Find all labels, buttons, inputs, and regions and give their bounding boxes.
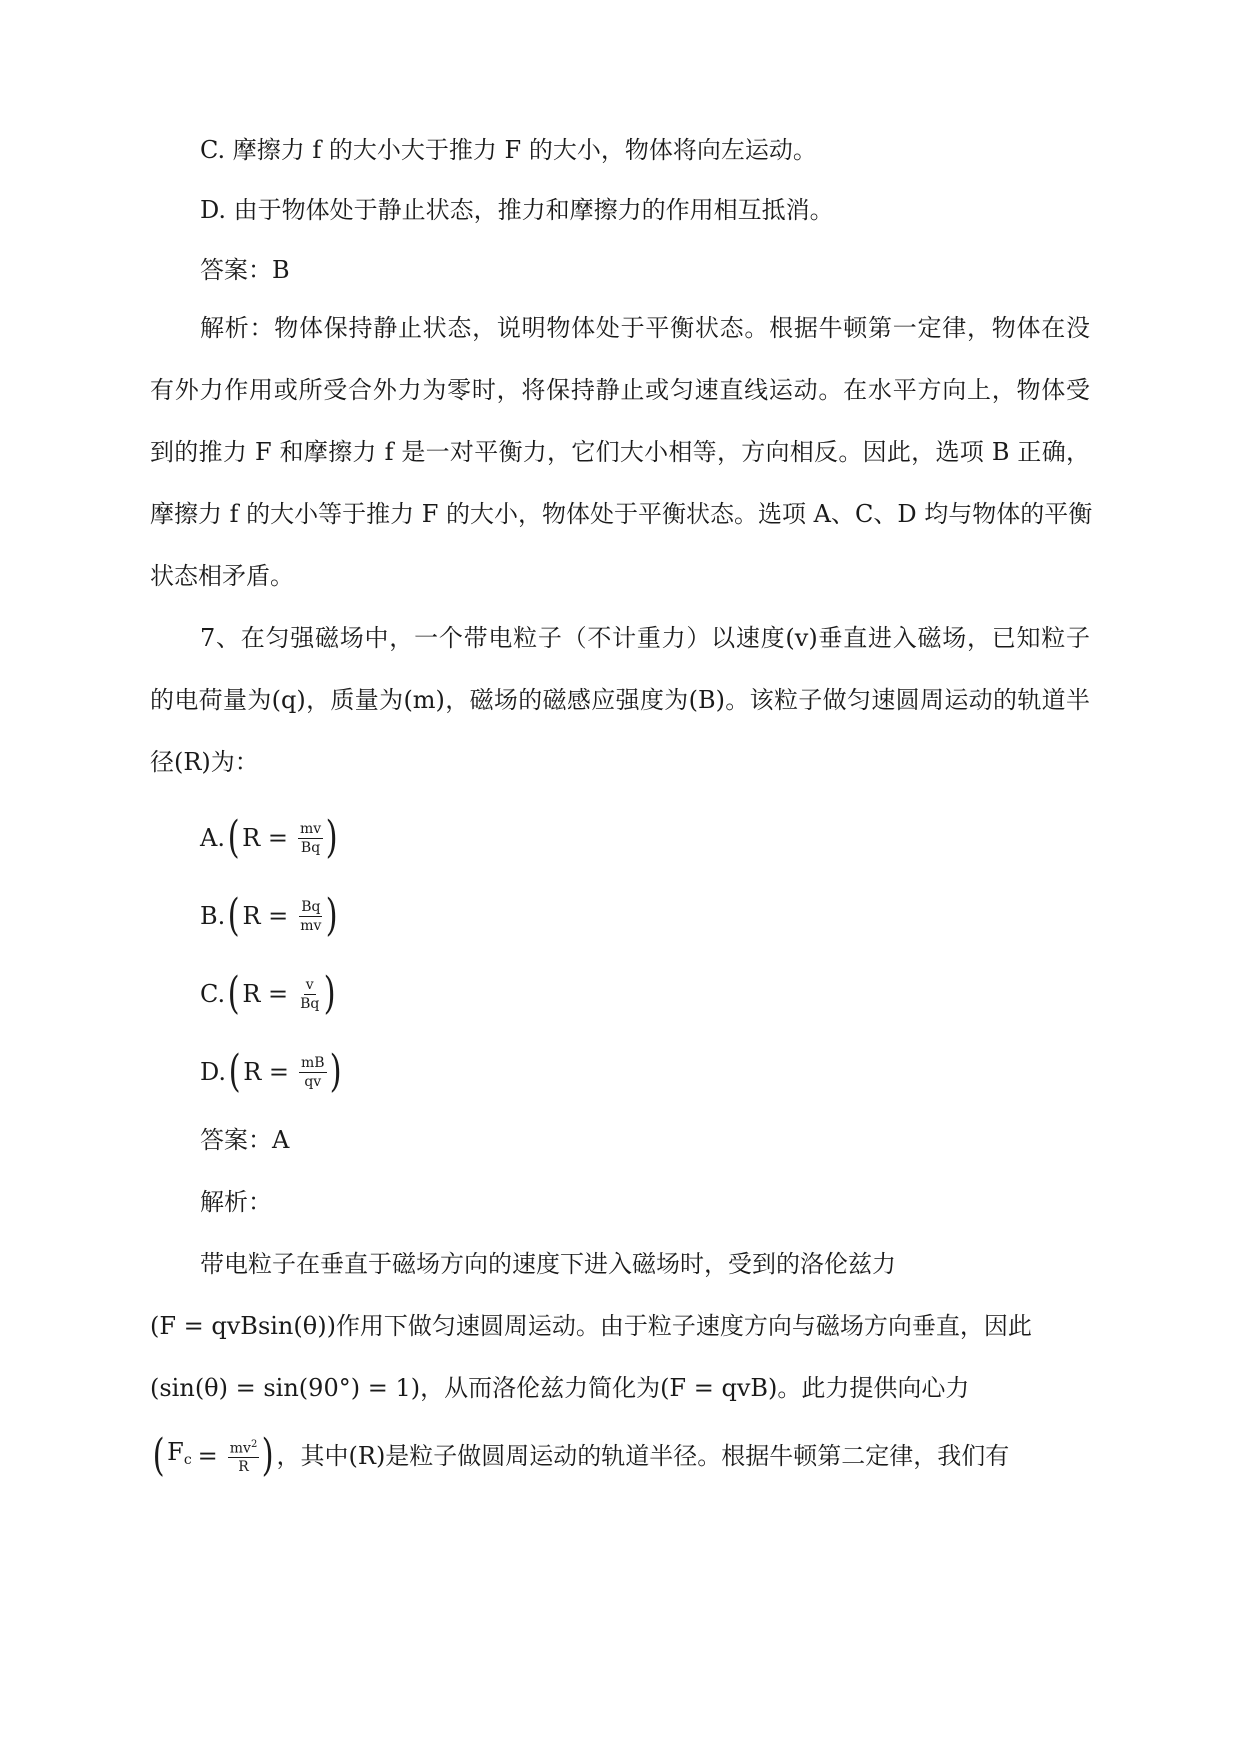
option-a <box>200 808 340 868</box>
centripetal-denominator: R <box>238 1459 249 1476</box>
right-paren-icon: ) <box>261 1430 274 1481</box>
option-b <box>200 886 341 946</box>
option-d-label: D. <box>200 1058 227 1086</box>
option-a-lhs: R = <box>242 824 288 852</box>
option-a-denominator: Bq <box>300 839 321 856</box>
answer-q7: 答案：A <box>200 1126 290 1154</box>
option-b-lhs: R = <box>242 902 289 930</box>
right-paren-icon: ) <box>329 1046 342 1097</box>
explanation-line-4 <box>150 1426 1009 1486</box>
option-d-fraction <box>299 1055 327 1090</box>
centripetal-equals: = <box>197 1442 218 1470</box>
option-c-lhs: R = <box>242 980 289 1008</box>
option-a-label: A. <box>200 824 225 852</box>
option-d-previous: D. 由于物体处于静止状态，推力和摩擦力的作用相互抵消。 <box>200 196 834 224</box>
question-7-line-3: 径(R)为： <box>150 748 259 776</box>
explanation-previous-line-2: 有外力作用或所受合外力为零时，将保持静止或匀速直线运动。在水平方向上，物体受 <box>150 376 1090 404</box>
option-b-numerator: Bq <box>301 898 321 915</box>
explanation-previous-line-3: 到的推力 F 和摩擦力 f 是一对平衡力，它们大小相等，方向相反。因此，选项 B 正确， <box>150 438 1090 466</box>
option-c-fraction <box>298 977 321 1012</box>
explanation-label: 解析： <box>200 1188 272 1216</box>
option-b-denominator: mv <box>300 917 322 934</box>
option-c-previous: C. 摩擦力 f 的大小大于推力 F 的大小，物体将向左运动。 <box>200 136 817 164</box>
option-c-numerator: v <box>305 976 314 993</box>
explanation-line-2: (F = qvBsin(θ))作用下做匀速圆周运动。由于粒子速度方向与磁场方向垂直，因此 <box>150 1312 1032 1340</box>
option-a-fraction <box>298 821 323 856</box>
question-7-line-1: 7、在匀强磁场中，一个带电粒子（不计重力）以速度(v)垂直进入磁场，已知粒子 <box>200 624 1090 652</box>
option-b-fraction <box>298 899 323 934</box>
explanation-line-1: 带电粒子在垂直于磁场方向的速度下进入磁场时，受到的洛伦兹力 <box>200 1250 896 1278</box>
option-d-lhs: R = <box>243 1058 289 1086</box>
option-d-numerator: mB <box>301 1054 325 1071</box>
centripetal-fraction <box>228 1437 260 1476</box>
left-paren-icon: ( <box>227 890 240 941</box>
explanation-previous-line-5: 状态相矛盾。 <box>150 562 294 590</box>
right-paren-icon: ) <box>326 890 339 941</box>
option-d-denominator: qv <box>304 1073 322 1090</box>
option-b-label: B. <box>200 902 226 930</box>
centripetal-numerator: $mv^2$ <box>229 1438 258 1457</box>
right-paren-icon: ) <box>323 968 336 1019</box>
question-7-line-2: 的电荷量为(q)，质量为(m)，磁场的磁感应强度为(B)。该粒子做匀速圆周运动的轨道半 <box>150 686 1090 714</box>
left-paren-icon: ( <box>228 1046 241 1097</box>
centripetal-force-symbol: $F_c$ <box>167 1438 192 1468</box>
option-c <box>200 964 339 1024</box>
explanation-previous-line-4: 摩擦力 f 的大小等于推力 F 的大小，物体处于平衡状态。选项 A、C、D 均与物体的平衡 <box>150 500 1093 528</box>
option-a-numerator: mv <box>299 820 322 837</box>
option-d <box>200 1042 344 1102</box>
right-paren-icon: ) <box>325 812 338 863</box>
left-paren-icon: ( <box>152 1430 165 1481</box>
option-c-label: C. <box>200 980 226 1008</box>
left-paren-icon: ( <box>227 812 240 863</box>
explanation-line-4-text: ，其中(R)是粒子做圆周运动的轨道半径。根据牛顿第二定律，我们有 <box>276 1442 1010 1470</box>
option-c-denominator: Bq <box>300 995 320 1012</box>
left-paren-icon: ( <box>227 968 240 1019</box>
explanation-previous-line-1: 解析：物体保持静止状态，说明物体处于平衡状态。根据牛顿第一定律，物体在没 <box>200 314 1090 342</box>
answer-previous: 答案：B <box>200 256 290 284</box>
explanation-line-3: (sin(θ) = sin(90°) = 1)，从而洛伦兹力简化为(F = qvB)。此力提供向心力 <box>150 1374 970 1402</box>
